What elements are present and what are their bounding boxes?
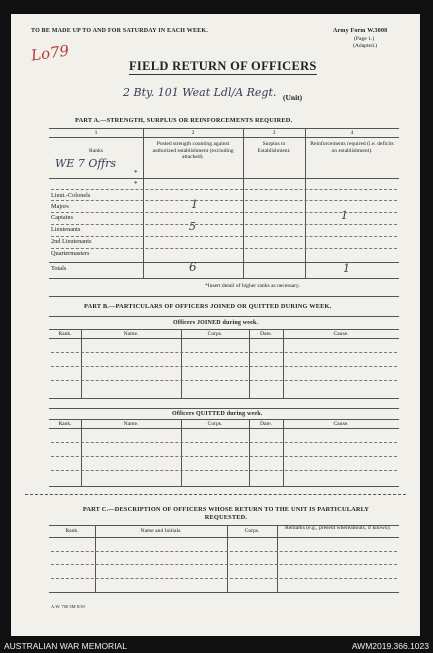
rule bbox=[49, 419, 399, 420]
captains-reinforcements: 1 bbox=[341, 209, 348, 222]
rule bbox=[49, 486, 399, 487]
quitted-col-name: Name. bbox=[123, 421, 139, 427]
rule bbox=[49, 398, 399, 399]
row-rule bbox=[51, 366, 397, 367]
quitted-col-rank: Rank. bbox=[58, 421, 72, 427]
col-number: 4 bbox=[350, 130, 354, 136]
col-header-posted: Posted strength counting against authorized establishment (excluding attached). bbox=[152, 141, 234, 160]
rule bbox=[49, 537, 399, 538]
joined-col-corps: Corps. bbox=[207, 331, 223, 337]
rank-handwriting: WE 7 Offrs bbox=[55, 157, 117, 170]
part-a-heading: PART A.—STRENGTH, SURPLUS OR REINFORCEMENTS REQUIRED. bbox=[75, 117, 293, 124]
footer-right: AWM2019.366.1023 bbox=[351, 641, 429, 651]
rank-majors: Majors bbox=[51, 203, 69, 210]
footer-left: AUSTRALIAN WAR MEMORIAL bbox=[4, 641, 127, 651]
col-number: 3 bbox=[272, 130, 276, 136]
asterisk: * bbox=[134, 180, 138, 188]
col-divider bbox=[249, 419, 250, 486]
row-rule bbox=[51, 189, 397, 190]
joined-col-cause: Cause. bbox=[333, 331, 349, 337]
part-c-heading: PART C.—DESCRIPTION OF OFFICERS WHOSE RETURN TO THE UNIT IS PARTICULARLY REQUESTED. bbox=[82, 506, 370, 521]
army-form-number: Army Form W.3008 bbox=[333, 28, 388, 34]
col-divider bbox=[305, 128, 306, 278]
adapted-note: (Adapted.) bbox=[353, 43, 378, 49]
unit-label: (Unit) bbox=[283, 93, 303, 102]
row-rule bbox=[51, 456, 397, 457]
rule bbox=[49, 338, 399, 339]
row-rule bbox=[51, 380, 397, 381]
majors-count: 1 bbox=[191, 198, 198, 211]
quitted-col-cause: Cause. bbox=[333, 421, 349, 427]
col-divider bbox=[81, 329, 82, 398]
col-divider bbox=[243, 128, 244, 278]
joined-col-date: Date. bbox=[260, 331, 272, 337]
col-header-reinforcements: Reinforcements required (i.e. deficits on establishment). bbox=[310, 141, 394, 154]
col-number: 1 bbox=[94, 130, 98, 136]
row-rule bbox=[51, 248, 397, 249]
instruction-note: TO BE MADE UP TO AND FOR SATURDAY IN EACH WEEK. bbox=[31, 28, 208, 34]
rule bbox=[49, 316, 399, 317]
row-rule bbox=[51, 200, 397, 201]
red-annotation: Lo79 bbox=[29, 41, 71, 65]
row-rule bbox=[51, 564, 397, 565]
col-divider bbox=[95, 525, 96, 592]
tear-line bbox=[25, 494, 406, 495]
joined-col-name: Name. bbox=[123, 331, 139, 337]
row-rule bbox=[51, 224, 397, 225]
total-reinforcements: 1 bbox=[343, 262, 350, 275]
partc-col-remarks: Remarks (e.g., present whereabouts, if known). bbox=[285, 525, 391, 531]
page-number: (Page 1.) bbox=[354, 36, 375, 42]
row-rule bbox=[51, 470, 397, 471]
col-divider bbox=[81, 419, 82, 486]
unit-handwriting: 2 Bty. 101 Weat Ldl/A Regt. bbox=[123, 86, 277, 99]
col-header-ranks: Ranks bbox=[89, 148, 103, 154]
col-divider bbox=[143, 128, 144, 278]
col-divider bbox=[249, 329, 250, 398]
row-rule bbox=[51, 352, 397, 353]
rank-quartermasters: Quartermasters bbox=[51, 250, 90, 257]
joined-title: Officers JOINED during week. bbox=[173, 320, 259, 326]
rule bbox=[49, 408, 399, 409]
col-divider bbox=[277, 525, 278, 592]
col-divider bbox=[283, 329, 284, 398]
rank-lieut-colonels: Lieut.-Colonels bbox=[51, 192, 91, 199]
row-rule bbox=[51, 578, 397, 579]
rule bbox=[49, 428, 399, 429]
part-b-heading: PART B.—PARTICULARS OF OFFICERS JOINED OR QUITTED DURING WEEK. bbox=[84, 303, 332, 310]
rule bbox=[49, 137, 399, 138]
rule bbox=[49, 178, 399, 179]
lieutenants-count: 5 bbox=[189, 220, 196, 233]
row-rule bbox=[51, 551, 397, 552]
quitted-title: Officers QUITTED during week. bbox=[172, 411, 263, 417]
col-header-surplus: Surplus to Establishment. bbox=[257, 141, 291, 154]
rank-captains: Captains bbox=[51, 214, 74, 221]
rule bbox=[49, 128, 399, 129]
col-divider bbox=[227, 525, 228, 592]
col-divider bbox=[181, 419, 182, 486]
col-divider bbox=[181, 329, 182, 398]
footnote: *Insert detail of higher ranks as necessary. bbox=[205, 283, 300, 289]
partc-col-name: Name and Initials. bbox=[140, 528, 182, 534]
quitted-col-date: Date. bbox=[260, 421, 272, 427]
page-title: FIELD RETURN OF OFFICERS bbox=[129, 59, 317, 73]
total-strength: 6 bbox=[189, 260, 197, 274]
rank-2nd-lieutenants: 2nd Lieutenants bbox=[51, 238, 92, 245]
col-divider bbox=[283, 419, 284, 486]
rule bbox=[49, 296, 399, 297]
totals-label: Totals bbox=[51, 265, 67, 272]
rule bbox=[49, 278, 399, 279]
row-rule bbox=[51, 236, 397, 237]
joined-col-rank: Rank. bbox=[58, 331, 72, 337]
asterisk: * bbox=[134, 169, 138, 177]
quitted-col-corps: Corps. bbox=[207, 421, 223, 427]
print-code: A.W. 700 5M 8/39 bbox=[51, 604, 85, 609]
rule bbox=[49, 329, 399, 330]
partc-col-corps: Corps. bbox=[244, 528, 260, 534]
form-sheet bbox=[11, 14, 420, 636]
museum-footer bbox=[0, 639, 433, 653]
rank-lieutenants: Lieutenants bbox=[51, 226, 81, 233]
partc-col-rank: Rank. bbox=[65, 528, 79, 534]
rule bbox=[49, 592, 399, 593]
col-number: 2 bbox=[191, 130, 195, 136]
row-rule bbox=[51, 442, 397, 443]
